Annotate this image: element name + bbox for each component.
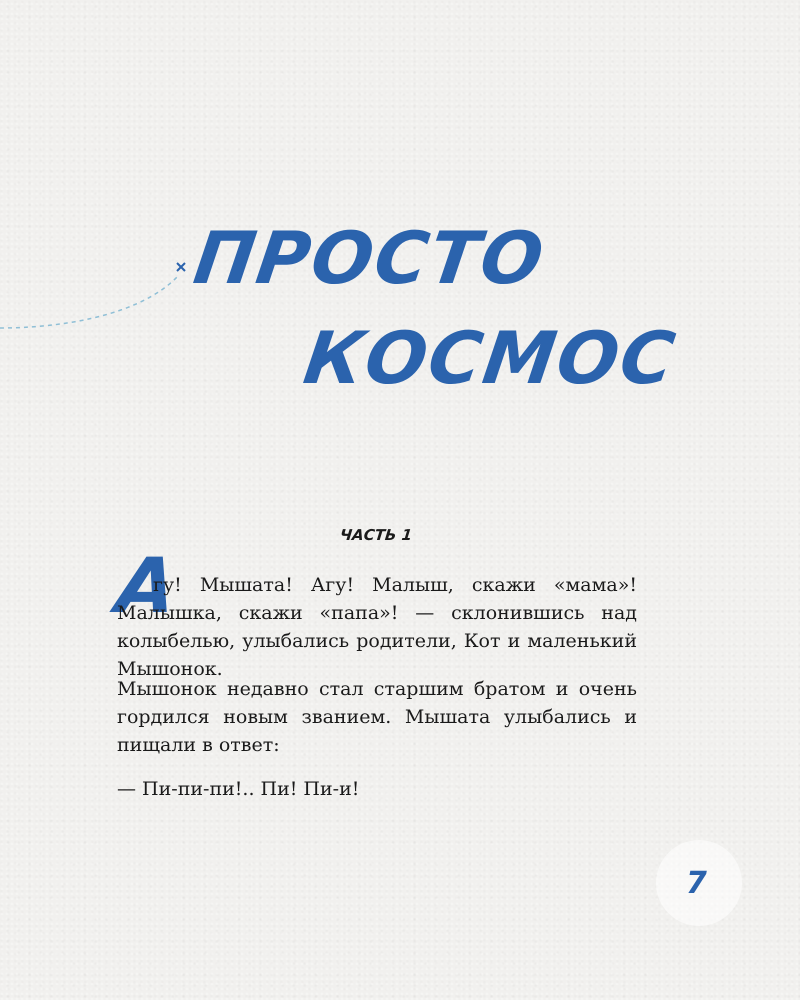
title-line-1: ПРОСТО (189, 216, 551, 300)
paragraph-1: гу! Мышата! Агу! Малыш, скажи «мама»! Малышка, скажи «папа»! — склонившись над колыбелью, улыбались родители, Кот и маленький Мышонок. (117, 574, 637, 680)
paragraph-2: Мышонок недавно стал старшим братом и очень гордился новым званием. Мышата улыбались и пищали в ответ: (117, 678, 637, 756)
part-label: ЧАСТЬ 1 (339, 526, 414, 544)
drop-cap: А (112, 541, 181, 630)
title-line-2: КОСМОС (299, 316, 682, 400)
page-number: 7 (686, 866, 707, 901)
trajectory-line (0, 276, 178, 328)
paragraph-3: — Пи-пи-пи!.. Пи! Пи-и! (117, 778, 360, 800)
cross-mark-icon (177, 263, 185, 271)
